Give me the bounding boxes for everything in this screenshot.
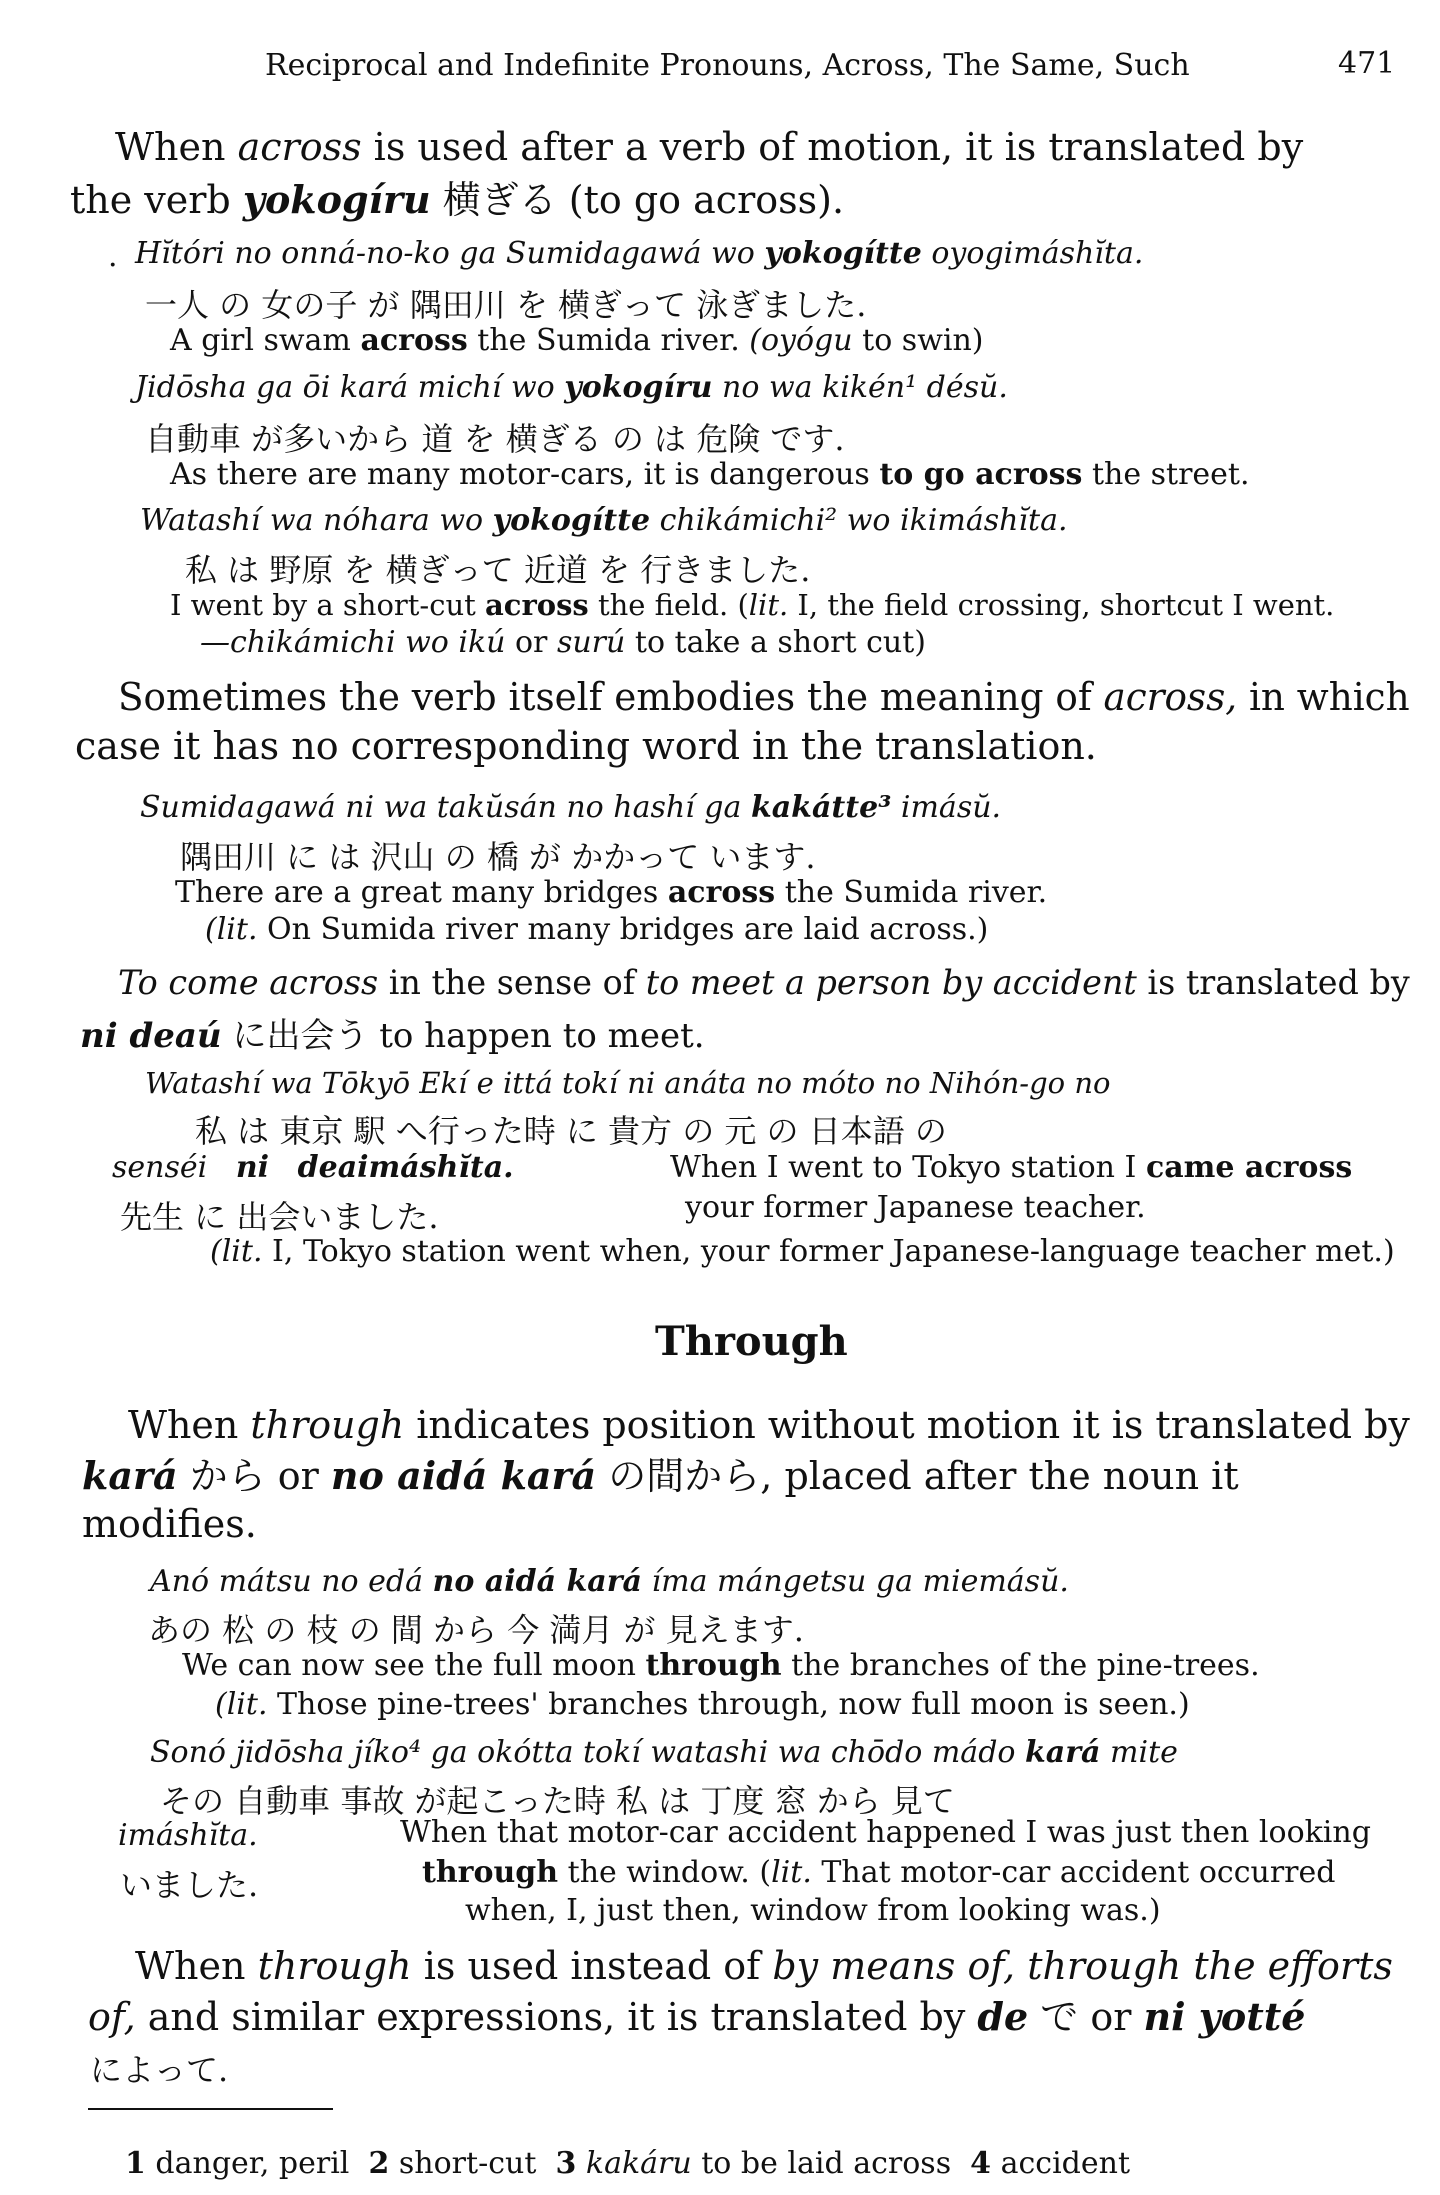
- example-japanese: 一人 の 女の子 が 隅田川 を 横ぎって 泳ぎました.: [145, 286, 867, 324]
- text-run: lit.: [748, 588, 789, 622]
- example-note: [200, 625, 926, 660]
- text-run: Watashí wa nóhara wo: [140, 503, 484, 538]
- text-run: the window. (: [567, 1855, 772, 1890]
- keyword: across: [360, 323, 468, 358]
- text-run: Sumidagawá ni wa takŭsán no hashí ga: [140, 790, 742, 825]
- text-run: is used instead of: [423, 1944, 761, 1988]
- text-run: When: [128, 1403, 239, 1447]
- text-run: mite: [1110, 1735, 1178, 1770]
- text-run: of,: [88, 1995, 136, 2039]
- example-japanese: その 自動車 事故 が起こった時 私 は 丁度 窓 から 見て: [160, 1782, 955, 1820]
- text-run: the branches of the pine-trees.: [791, 1648, 1260, 1683]
- text-run: (lit.: [205, 912, 258, 947]
- example-translation: [182, 1648, 1260, 1683]
- term-yokogiru: yokogíru: [242, 177, 431, 222]
- example-romanization: [135, 370, 1008, 405]
- text-run: oyogimáshĭta.: [931, 236, 1144, 271]
- text-run: and similar expressions, it is translated by: [147, 1995, 966, 2039]
- text-run: に出会う to happen to meet.: [232, 1016, 705, 1056]
- text-run: I, Tokyo station went when, your former Japanese-language teacher met.): [272, 1234, 1395, 1269]
- example-romanization: Watashí wa Tōkyō Ekí e ittá tokí ni anáta no móto no Nihón-go no: [145, 1066, 1111, 1100]
- example-note: [215, 1687, 1190, 1722]
- bullet-mark: ·: [108, 248, 118, 283]
- text-run: no wa kikén¹ désŭ.: [722, 370, 1008, 405]
- example-translation: [670, 1150, 1352, 1185]
- footnote-text: accident: [1000, 2146, 1131, 2181]
- text-run: íma mángetsu ga miemásŭ.: [651, 1564, 1069, 1599]
- text-run: (lit.: [210, 1234, 263, 1269]
- text-run: I, the field crossing, shortcut I went.: [797, 588, 1335, 622]
- text-run: On Sumida river many bridges are laid across.): [267, 912, 989, 947]
- footnote-text: kakáru: [585, 2146, 692, 2181]
- text-run: surú: [556, 625, 626, 660]
- term-ni-yotte: ni yotté: [1143, 1994, 1306, 2039]
- text-run: That motor-car accident occurred: [821, 1855, 1336, 1890]
- example-japanese: 自動車 が多いから 道 を 横ぎる の は 危険 です.: [145, 420, 845, 458]
- text-run: When I went to Tokyo station I: [670, 1150, 1137, 1185]
- page-number: 471: [1338, 46, 1396, 81]
- example-japanese: 私 は 野原 を 横ぎって 近道 を 行きました.: [185, 551, 811, 589]
- example-note: [210, 1234, 1395, 1269]
- text-run: in which: [1248, 675, 1410, 719]
- text-run: から or: [189, 1454, 319, 1498]
- keyword: kakátte³: [750, 790, 892, 825]
- text-run: senséi: [112, 1150, 208, 1185]
- example-japanese: 隅田川 に は 沢山 の 橋 が かかって います.: [180, 838, 816, 876]
- text-run: to take a short cut): [634, 625, 926, 660]
- footnote-text: danger, peril: [155, 2146, 350, 2181]
- text-run: Hĭtóri no onná-no-ko ga Sumidagawá wo: [135, 236, 755, 271]
- text-run: is used after a verb of motion, it is translated by: [373, 125, 1304, 169]
- example-japanese: いました.: [120, 1866, 259, 1904]
- keyword: across: [667, 875, 776, 910]
- text-run: to meet a person by accident: [645, 963, 1137, 1003]
- text-run: Those pine-trees' branches through, now full moon is seen.): [277, 1687, 1190, 1722]
- text-run: (lit.: [215, 1687, 268, 1722]
- example-japanese: あの 松 の 枝 の 間 から 今 満月 が 見えます.: [148, 1611, 804, 1649]
- paragraph-line: [118, 675, 1410, 721]
- paragraph-line: [118, 963, 1410, 1003]
- text-run: to swin): [862, 323, 984, 358]
- text-run: To come across: [118, 963, 379, 1003]
- example-romanization: [112, 1150, 514, 1185]
- example-romanization: [140, 790, 1001, 825]
- footnotes: [125, 2146, 1130, 2181]
- paragraph-line: [135, 1944, 1393, 1990]
- example-note: [205, 912, 988, 947]
- text-run: —chikámichi wo ikú: [200, 625, 506, 660]
- text-run: or: [515, 625, 548, 660]
- text-run: I went by a short-cut: [170, 588, 476, 622]
- keyword: to go across: [879, 457, 1083, 492]
- term-through: through: [250, 1403, 405, 1447]
- example-translation: [170, 588, 1334, 622]
- text-run: imásŭ.: [900, 790, 1002, 825]
- term-no-aida-kara: no aidá kará: [330, 1453, 597, 1498]
- keyword: no aidá kará: [432, 1564, 642, 1599]
- footnote-text: to be laid across: [701, 2146, 952, 2181]
- paragraph-line: [82, 1453, 1239, 1500]
- text-run: in the sense of: [388, 963, 636, 1003]
- example-note: when, I, just then, window from looking was.): [465, 1893, 1161, 1928]
- footnote-number: 1: [125, 2146, 146, 2181]
- text-run: indicates position without motion it is translated by: [416, 1403, 1410, 1447]
- text-run: Sometimes the verb itself embodies the meaning of: [118, 675, 1092, 719]
- example-translation: [170, 457, 1250, 492]
- paragraph-line: [80, 1008, 705, 1057]
- keyword: through: [422, 1855, 559, 1890]
- keyword: came across: [1145, 1150, 1353, 1185]
- text-run: で or: [1040, 1995, 1132, 2039]
- text-run: the Sumida river.: [477, 323, 740, 358]
- keyword: yokogítte: [764, 236, 922, 271]
- text-run: As there are many motor-cars, it is dangerous: [170, 457, 870, 492]
- footnote-rule: [88, 2108, 333, 2110]
- example-translation: [170, 323, 984, 358]
- keyword: through: [645, 1648, 782, 1683]
- paragraph-line: [88, 1994, 1306, 2041]
- footnote-number: 2: [368, 2146, 390, 2181]
- keyword: kará: [1025, 1735, 1101, 1770]
- footnote-number: 4: [970, 2146, 992, 2181]
- text-run: Anó mátsu no edá: [150, 1564, 423, 1599]
- term-ni-deau: ni deaú: [80, 1016, 222, 1056]
- text-run: chikámichi² wo ikimáshĭta.: [659, 503, 1068, 538]
- example-romanization: [135, 236, 1143, 271]
- text-run: Jidōsha ga ōi kará michí wo: [135, 370, 555, 405]
- across-intro-line2: [70, 177, 844, 224]
- paragraph-line: によって.: [90, 2051, 229, 2089]
- example-japanese: 私 は 東京 駅 へ行った時 に 貴方 の 元 の 日本語 の: [195, 1112, 947, 1150]
- term-through: through: [257, 1944, 412, 1988]
- footnote-number: 3: [555, 2146, 577, 2181]
- term-across: across,: [1103, 675, 1238, 719]
- paragraph-line: case it has no corresponding word in the translation.: [75, 724, 1097, 768]
- text-run: the verb: [70, 178, 231, 222]
- text-run: lit.: [771, 1855, 812, 1890]
- text-run: the street.: [1091, 457, 1250, 492]
- text-run: We can now see the full moon: [182, 1648, 636, 1683]
- text-run: When: [135, 1944, 246, 1988]
- keyword: yokogítte: [492, 503, 651, 538]
- paragraph-line: modifies.: [82, 1502, 257, 1546]
- text-run: A girl swam: [170, 323, 351, 358]
- running-header: Reciprocal and Indefinite Pronouns, Across, The Same, Such: [265, 48, 1190, 83]
- term-de: de: [977, 1994, 1029, 2039]
- text-run: の間から, placed after the noun it: [608, 1454, 1239, 1498]
- text-run: When: [115, 125, 226, 169]
- footnote-text: short-cut: [398, 2146, 537, 2181]
- keyword: across: [485, 588, 589, 622]
- text-run: (oyógu: [749, 323, 853, 358]
- term-across: across: [237, 125, 362, 169]
- keyword: deaimáshĭta.: [297, 1150, 514, 1185]
- text-run: Sonó jidōsha jíko⁴ ga okótta tokí watashi wa chōdo mádo: [150, 1735, 1016, 1770]
- paragraph-line: [128, 1403, 1410, 1449]
- text-run: There are a great many bridges: [175, 875, 659, 910]
- text-run: the Sumida river.: [784, 875, 1048, 910]
- example-translation: When that motor-car accident happened I was just then looking: [400, 1815, 1371, 1850]
- text-run: is translated by: [1147, 963, 1410, 1003]
- example-romanization: imáshĭta.: [118, 1818, 258, 1853]
- example-romanization: [140, 503, 1068, 538]
- example-translation: [422, 1855, 1335, 1890]
- example-translation: [175, 875, 1047, 910]
- term-kara: kará: [82, 1453, 178, 1498]
- example-romanization: [150, 1735, 1178, 1770]
- example-romanization: [150, 1564, 1069, 1599]
- section-heading: Through: [655, 1318, 848, 1365]
- across-intro-line1: [115, 125, 1303, 171]
- keyword: yokogíru: [564, 370, 713, 405]
- example-translation: your former Japanese teacher.: [685, 1190, 1146, 1225]
- text-run: the field. (: [597, 588, 749, 622]
- keyword: ni: [235, 1150, 270, 1185]
- text-run: by means of, through the efforts: [772, 1944, 1393, 1988]
- text-run: 横ぎる (to go across).: [442, 178, 845, 222]
- example-japanese: 先生 に 出会いました.: [120, 1198, 439, 1236]
